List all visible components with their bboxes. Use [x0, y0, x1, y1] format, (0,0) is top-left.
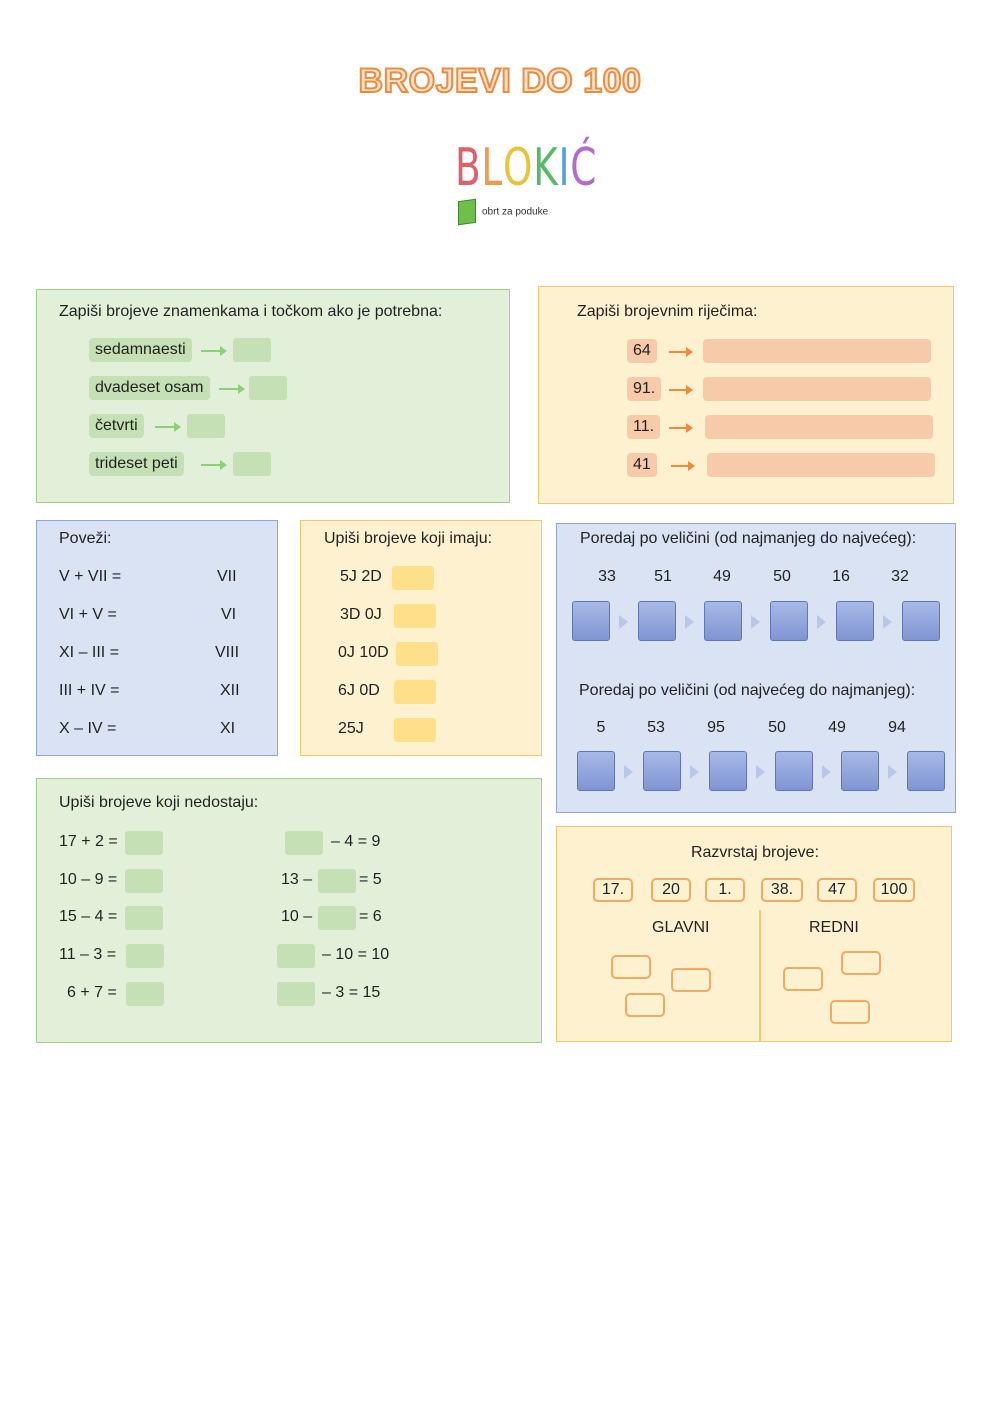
- order-number[interactable]: 16: [832, 568, 850, 585]
- arrow-icon: [201, 464, 225, 466]
- arrow-icon: [751, 615, 760, 629]
- order-slot[interactable]: [704, 601, 742, 641]
- column-divider: [759, 910, 761, 1042]
- panel-place-value: [300, 520, 542, 756]
- arrow-icon: [888, 765, 897, 779]
- equation-right: – 4 = 9: [331, 833, 381, 850]
- order-slot[interactable]: [572, 601, 610, 641]
- answer-box[interactable]: [125, 906, 163, 930]
- place-value-item: 3D 0J: [340, 606, 382, 623]
- place-value-item: 5J 2D: [340, 568, 382, 585]
- order-number[interactable]: 95: [707, 719, 725, 736]
- logo-letter: K: [533, 138, 559, 198]
- answer-box[interactable]: [277, 982, 315, 1006]
- word-chip: dvadeset osam: [89, 376, 210, 400]
- equation-left: 11 – 3 =: [59, 946, 117, 963]
- place-value-item: 25J: [338, 720, 364, 737]
- order-slot[interactable]: [841, 751, 879, 791]
- answer-box[interactable]: [187, 414, 225, 438]
- order-number[interactable]: 50: [768, 719, 786, 736]
- column-label-cardinal: GLAVNI: [652, 919, 710, 936]
- order-slot[interactable]: [643, 751, 681, 791]
- number-chip: 11.: [627, 415, 660, 439]
- panel-match: [36, 520, 278, 756]
- instruction-ascending: Poredaj po veličini (od najmanjeg do najvećeg):: [580, 530, 917, 547]
- panel-words-to-digits: [36, 289, 510, 503]
- instruction: Upiši brojeve koji imaju:: [324, 530, 493, 547]
- sort-slot[interactable]: [671, 968, 711, 992]
- sort-number[interactable]: 38.: [761, 878, 803, 902]
- number-chip: 91.: [627, 377, 661, 401]
- order-slot[interactable]: [907, 751, 945, 791]
- order-slot[interactable]: [836, 601, 874, 641]
- order-slot[interactable]: [770, 601, 808, 641]
- match-right[interactable]: VI: [221, 606, 237, 623]
- answer-box[interactable]: [249, 376, 287, 400]
- equation-left: 15 – 4 =: [59, 908, 118, 925]
- order-number[interactable]: 49: [713, 568, 731, 585]
- sort-slot[interactable]: [841, 951, 881, 975]
- logo-letter: Ć: [570, 138, 598, 198]
- number-chip: 41: [627, 453, 657, 477]
- equation-right: = 6: [359, 908, 382, 925]
- match-left[interactable]: VI + V =: [59, 606, 117, 623]
- word-chip: sedamnaesti: [89, 338, 192, 362]
- arrow-icon: [690, 765, 699, 779]
- equation-left: 17 + 2 =: [59, 833, 118, 850]
- order-slot[interactable]: [902, 601, 940, 641]
- match-right[interactable]: VII: [217, 568, 237, 585]
- answer-box[interactable]: [233, 338, 271, 362]
- answer-box[interactable]: [277, 944, 315, 968]
- logo: [455, 138, 597, 198]
- panel-missing-numbers: [36, 778, 542, 1043]
- answer-box[interactable]: [285, 831, 323, 855]
- arrow-icon: [671, 465, 693, 467]
- instruction-descending: Poredaj po veličini (od najvećeg do najmanjeg):: [579, 682, 916, 699]
- arrow-icon: [822, 765, 831, 779]
- logo-letter: O: [503, 138, 534, 198]
- equation-left: 10 – 9 =: [59, 871, 118, 888]
- answer-box[interactable]: [394, 604, 436, 628]
- sort-slot[interactable]: [783, 967, 823, 991]
- match-right[interactable]: VIII: [215, 644, 240, 661]
- answer-box[interactable]: [392, 566, 434, 590]
- equation-right-before: 13 –: [281, 871, 313, 888]
- sort-number[interactable]: 17.: [593, 878, 633, 902]
- equation-left: 6 + 7 =: [67, 984, 117, 1001]
- match-left[interactable]: V + VII =: [59, 568, 122, 585]
- arrow-icon: [201, 350, 225, 352]
- logo-letter: I: [558, 138, 571, 198]
- order-number[interactable]: 5: [596, 719, 606, 736]
- place-value-item: 0J 10D: [338, 644, 389, 661]
- book-icon: [458, 199, 476, 226]
- logo-tagline-text: obrt za poduke: [482, 206, 549, 218]
- sort-number[interactable]: 20: [651, 878, 691, 902]
- answer-box[interactable]: [125, 869, 163, 893]
- instruction: Razvrstaj brojeve:: [690, 844, 820, 861]
- order-slot[interactable]: [775, 751, 813, 791]
- sort-number[interactable]: 47: [817, 878, 857, 902]
- sort-slot[interactable]: [830, 1000, 870, 1024]
- arrow-icon: [624, 765, 633, 779]
- arrow-icon: [756, 765, 765, 779]
- sort-slot[interactable]: [611, 955, 651, 979]
- order-slot[interactable]: [638, 601, 676, 641]
- equation-right: – 10 = 10: [322, 946, 390, 963]
- sort-slot[interactable]: [625, 993, 665, 1017]
- arrow-icon: [669, 389, 691, 391]
- order-number[interactable]: 50: [773, 568, 791, 585]
- order-number[interactable]: 49: [828, 719, 846, 736]
- arrow-icon: [219, 388, 243, 390]
- order-slot[interactable]: [709, 751, 747, 791]
- arrow-icon: [883, 615, 892, 629]
- answer-box[interactable]: [394, 680, 436, 704]
- answer-box[interactable]: [318, 906, 356, 930]
- instruction: Zapiši brojevnim riječima:: [577, 303, 758, 320]
- answer-bar[interactable]: [703, 339, 931, 363]
- word-chip: trideset peti: [89, 452, 184, 476]
- panel-sorting: [556, 826, 952, 1042]
- word-chip: četvrti: [89, 414, 144, 438]
- answer-box[interactable]: [318, 869, 356, 893]
- instruction: Poveži:: [59, 530, 112, 547]
- answer-box[interactable]: [126, 982, 164, 1006]
- sort-number[interactable]: 1.: [705, 878, 745, 902]
- logo-tagline: [458, 200, 548, 224]
- sort-number[interactable]: 100: [873, 878, 915, 902]
- answer-bar[interactable]: [705, 415, 933, 439]
- panel-digits-to-words: [538, 286, 954, 504]
- number-chip: 64: [627, 339, 657, 363]
- panel-ordering: [556, 523, 956, 813]
- column-label-ordinal: REDNI: [809, 919, 859, 936]
- match-right[interactable]: XII: [220, 682, 240, 699]
- match-left[interactable]: III + IV =: [59, 682, 120, 699]
- instruction: Upiši brojeve koji nedostaju:: [59, 794, 259, 811]
- arrow-icon: [817, 615, 826, 629]
- match-left[interactable]: X – IV =: [59, 720, 117, 737]
- place-value-item: 6J 0D: [338, 682, 380, 699]
- answer-box[interactable]: [233, 452, 271, 476]
- order-number[interactable]: 51: [654, 568, 672, 585]
- order-number[interactable]: 33: [598, 568, 616, 585]
- instruction: Zapiši brojeve znamenkama i točkom ako je potrebna:: [59, 303, 443, 320]
- equation-right: – 3 = 15: [322, 984, 381, 1001]
- answer-box[interactable]: [396, 642, 438, 666]
- answer-box[interactable]: [125, 831, 163, 855]
- arrow-icon: [669, 427, 691, 429]
- order-number[interactable]: 32: [891, 568, 909, 585]
- order-number[interactable]: 53: [647, 719, 665, 736]
- logo-letter: L: [481, 138, 504, 198]
- arrow-icon: [669, 351, 691, 353]
- equation-right-before: 10 –: [281, 908, 313, 925]
- arrow-icon: [619, 615, 628, 629]
- order-number[interactable]: 94: [888, 719, 906, 736]
- arrow-icon: [685, 615, 694, 629]
- answer-box[interactable]: [126, 944, 164, 968]
- arrow-icon: [155, 426, 179, 428]
- match-left[interactable]: XI – III =: [59, 644, 120, 661]
- order-slot[interactable]: [577, 751, 615, 791]
- answer-box[interactable]: [394, 718, 436, 742]
- page-title: BROJEVI DO 100: [358, 62, 642, 100]
- equation-right: = 5: [359, 871, 382, 888]
- answer-bar[interactable]: [703, 377, 931, 401]
- answer-bar[interactable]: [707, 453, 935, 477]
- logo-letter: B: [455, 138, 482, 198]
- match-right[interactable]: XI: [220, 720, 236, 737]
